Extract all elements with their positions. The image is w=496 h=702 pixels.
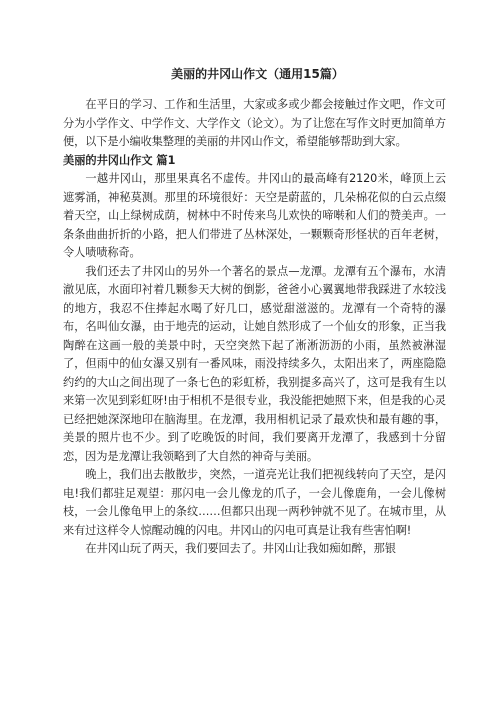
intro-paragraph: 在平日的学习、工作和生活里，大家或多或少都会接触过作文吧，作文可分为小学作文、中学作文、大学作文（论文）。为了让您在写作文时更加简单方便，以下是小编收集整理的美丽的井冈山作文，希望能够帮助到大家。: [63, 98, 446, 148]
body-paragraph-3: 晚上，我们出去散散步，突然，一道亮光让我们把视线转向了天空，是闪电!我们都驻足观望：那闪电一会儿像龙的爪子，一会儿像鹿角，一会儿像树枝，一会儿像龟甲上的条纹……但都只出现一两秒钟就不见了。在城市里，从来有过这样令人惊醒动魄的闪电。井冈山的闪电可真是让我有些害怕啊!: [63, 468, 446, 537]
section-heading: 美丽的井冈山作文 篇1: [63, 153, 176, 167]
document-title: 美丽的井冈山作文（通用15篇）: [171, 67, 344, 81]
body-paragraph-1: 一越井冈山，那里果真名不虚传。井冈山的最高峰有2120米，峰顶上云遮雾涌，神秘莫测。那里的环境很好：天空是蔚蓝的，几朵棉花似的白云点缀着天空，山上绿树成荫，树林中不时传来鸟儿欢快的啼啭和人们的赞美声。一条条曲曲折折的小路，把人们带进了丛林深处，一颗颗奇形怪状的百年老树，令人啧啧称奇。: [63, 172, 446, 259]
body-paragraph-4: 在井冈山玩了两天，我们要回去了。井冈山让我如痴如醉，那银: [85, 542, 396, 555]
body-paragraph-2: 我们还去了井冈山的另外一个著名的景点—龙潭。龙潭有五个瀑布，水清澈见底，水面印衬着几颗参天大树的倒影，爸爸小心翼翼地带我踩进了水较浅的地方，我忍不住捧起水喝了好几口，感觉甜滋滋的。龙潭有一个奇特的瀑布，名叫仙女瀑，由于地壳的运动，让她自然形成了一个仙女的形象，正当我陶醉在这画一般的美景中时，天空突然下起了淅淅沥沥的小雨，虽然被淋湿了，但雨中的仙女瀑又别有一番风味，雨没持续多久，太阳出来了，两座隐隐约约的大山之间出现了一条七色的彩虹桥，我别提多高兴了，这可是我有生以来第一次见到彩虹呀!由于相机不是很专业，我没能把她照下来，但是我的心灵已经把她深深地印在脑海里。在龙潭，我用相机记录了最欢快和最有趣的事，美景的照片也不少。到了吃晚饭的时间，我们要离开龙潭了，我感到十分留恋，因为是龙潭让我领略到了大自然的神奇与美丽。: [63, 264, 446, 463]
